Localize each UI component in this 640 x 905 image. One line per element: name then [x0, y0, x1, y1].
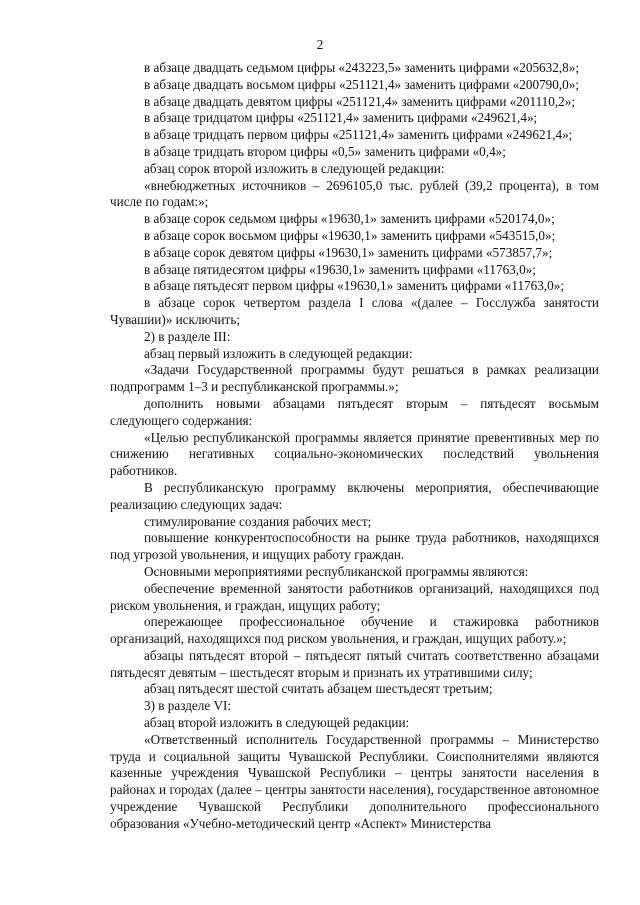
paragraph: дополнить новыми абзацами пятьдесят вторым – пятьдесят восьмым следующего содержания: — [110, 395, 599, 428]
paragraph: в абзаце тридцать втором цифры «0,5» заменить цифрами «0,4»; — [144, 143, 506, 159]
paragraph: 3) в разделе VI: — [144, 698, 232, 714]
paragraph: обеспечение временной занятости работников организаций, находящихся под риском увольнения, и граждан, ищущих работу; — [110, 580, 599, 613]
paragraph: абзацы пятьдесят второй – пятьдесят пятый считать соответственно абзацами пятьдесят девятым – шестьдесят вторым и признать их утратившими силу; — [110, 647, 599, 680]
paragraph: 2) в разделе III: — [144, 328, 231, 344]
paragraph: в абзаце сорок девятом цифры «19630,1» заменить цифрами «573857,7»; — [144, 244, 553, 260]
paragraph: в абзаце двадцать девятом цифры «251121,4» заменить цифрами «201110,2»; — [144, 93, 576, 109]
paragraph: стимулирование создания рабочих мест; — [144, 513, 372, 529]
paragraph: абзац второй изложить в следующей редакции: — [144, 715, 410, 731]
paragraph: в абзаце тридцатом цифры «251121,4» заменить цифрами «249621,4»; — [144, 110, 538, 126]
paragraph: «Ответственный исполнитель Государственной программы – Министерство труда и социальной защиты Чувашской Республики. Соисполнителями являются казенные учреждения Чувашской Республики – центры занятости населения в районах и городах (далее – центры занятости населения), государственное автономное учреждение Чувашской Республики дополнительного профессионального образования «Учебно-методический центр «Аспект» Министерства — [110, 731, 599, 831]
page-number: 2 — [316, 37, 324, 52]
paragraph: в абзаце двадцать седьмом цифры «243223,5» заменить цифрами «205632,8»; — [144, 60, 579, 75]
paragraph: в абзаце пятьдесят первом цифры «19630,1» заменить цифрами «11763,0»; — [144, 278, 564, 294]
paragraph: в абзаце сорок восьмом цифры «19630,1» заменить цифрами «543515,0»; — [144, 227, 556, 243]
paragraph: В республиканскую программу включены мероприятия, обеспечивающие реализацию следующих задач: — [110, 479, 599, 512]
paragraph: в абзаце сорок седьмом цифры «19630,1» заменить цифрами «520174,0»; — [144, 211, 555, 227]
paragraph: повышение конкурентоспособности на рынке труда работников, находящихся под угрозой увольнения, и ищущих работу граждан. — [110, 530, 599, 563]
paragraph: абзац сорок второй изложить в следующей редакции: — [144, 160, 445, 176]
document-body — [110, 60, 599, 833]
paragraph: абзац пятьдесят шестой считать абзацем шестьдесят третьим; — [144, 681, 493, 697]
paragraph: в абзаце тридцать первом цифры «251121,4» заменить цифрами «249621,4»; — [144, 127, 573, 143]
paragraph: в абзаце сорок четвертом раздела I слова «(далее – Госслужба занятости Чувашии)» исключить; — [110, 295, 599, 327]
paragraph: в абзаце пятидесятом цифры «19630,1» заменить цифрами «11763,0»; — [144, 261, 536, 277]
paragraph: Основными мероприятиями республиканской программы являются: — [144, 563, 529, 579]
paragraph: в абзаце двадцать восьмом цифры «251121,4» заменить цифрами «200790,0»; — [144, 76, 579, 92]
paragraph: «Целью республиканской программы является принятие превентивных мер по снижению негативных социально-экономических последствий увольнения работников. — [110, 429, 599, 479]
paragraph: «внебюджетных источников – 2696105,0 тыс. рублей (39,2 процента), в том числе по годам:»; — [110, 177, 599, 210]
paragraph: абзац первый изложить в следующей редакции: — [144, 345, 413, 361]
paragraph: «Задачи Государственной программы будут решаться в рамках реализации подпрограмм 1–3 и республиканской программы.»; — [110, 362, 599, 395]
paragraph: опережающее профессиональное обучение и стажировка работников организаций, находящихся под риском увольнения, и граждан, ищущих работу.»; — [110, 614, 599, 647]
